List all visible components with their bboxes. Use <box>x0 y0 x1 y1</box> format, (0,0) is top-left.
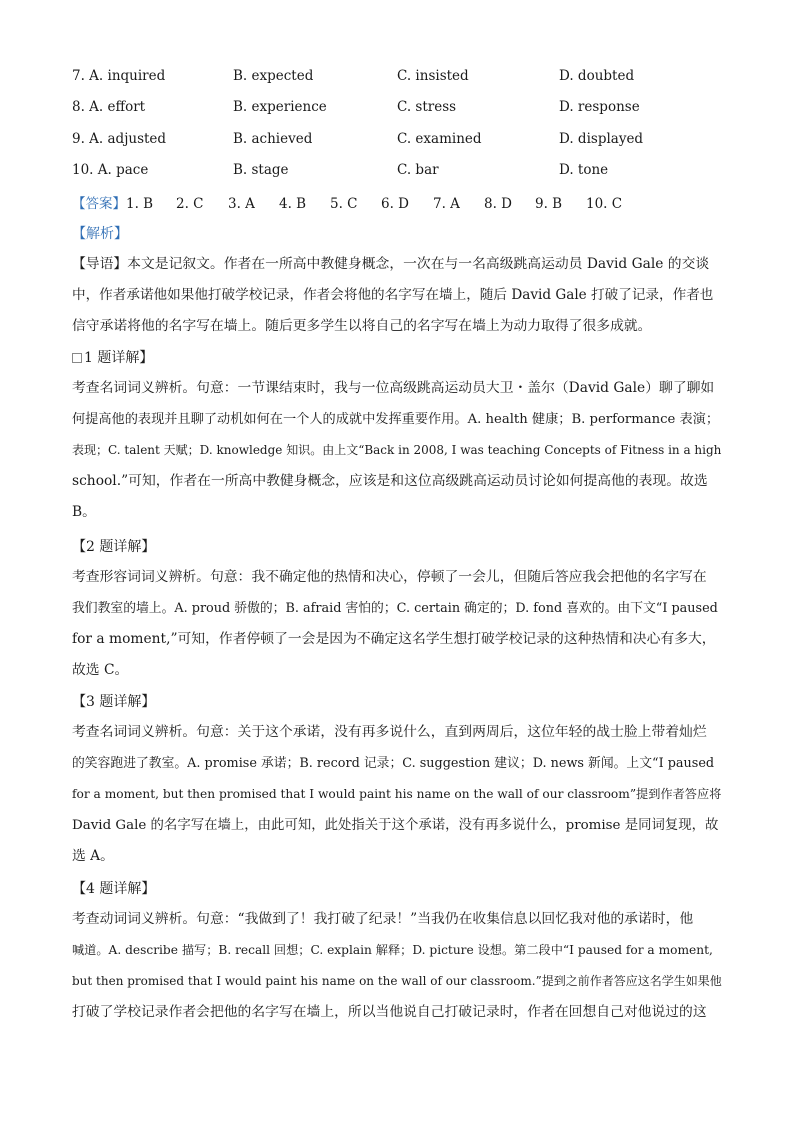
answer-item: 9. B <box>535 196 563 212</box>
option-d: D. doubted <box>559 68 635 84</box>
text-line: for a moment,”可知，作者停顿了一会是因为不确定这名学生想打破学校记录的这种热情和决心有多大， <box>72 631 716 647</box>
option-b: B. stage <box>233 162 289 178</box>
option-b: B. expected <box>233 68 314 84</box>
option-row-8 <box>72 99 732 119</box>
option-d: D. response <box>559 99 640 115</box>
answer-item: 6. D <box>381 196 409 212</box>
option-b: B. experience <box>233 99 327 115</box>
answer-item: 5. C <box>330 196 358 212</box>
q4-paragraph <box>72 904 722 1028</box>
text-line: 考查动词词义辨析。句意：“我做到了！我打破了纪录！”当我仍在收集信息以回忆我对他的承诺时，他 <box>72 911 694 927</box>
text-line: 选 A。 <box>72 848 114 864</box>
answer-item: 7. A <box>433 196 460 212</box>
text-line: but then promised that I would paint his name on the wall of our classroom.”提到之前作者答应这名学生如果他 <box>72 974 722 988</box>
answer-item: 8. D <box>484 196 512 212</box>
answer-item: 2. C <box>176 196 204 212</box>
text-line: 表现；C. talent 天赋；D. knowledge 知识。由上文“Back in 2008, I was teaching Concepts of Fitness in a high <box>72 443 722 457</box>
text-line: 故选 C。 <box>72 662 129 678</box>
option-a: 9. A. adjusted <box>72 131 167 147</box>
q1-heading <box>72 347 153 367</box>
text-line: B。 <box>72 504 96 520</box>
answer-label: 【答案】 <box>72 196 126 212</box>
text-line: school.”可知，作者在一所高中教健身概念，应该是和这位高级跳高运动员讨论如何提高他的表现。故选 <box>72 473 708 489</box>
q1-heading-text: 1 题详解】 <box>84 350 154 366</box>
text-line: 考查名词词义辨析。句意：一节课结束时，我与一位高级跳高运动员大卫・盖尔（David Gale）聊了聊如 <box>72 380 715 396</box>
analysis-label: 【解析】 <box>72 226 128 242</box>
answer-item: 4. B <box>279 196 307 212</box>
text-line: 考查名词词义辨析。句意：关于这个承诺，没有再多说什么，直到两周后，这位年轻的战士脸上带着灿烂 <box>72 724 707 740</box>
text-line: 【导语】本文是记叙文。作者在一所高中教健身概念，一次在与一名高级跳高运动员 David Gale 的交谈 <box>72 256 710 272</box>
q2-paragraph <box>72 562 722 686</box>
option-row-9 <box>72 131 732 151</box>
image-placeholder-icon <box>72 353 82 363</box>
answer-item: 1. B <box>126 196 154 212</box>
q1-paragraph <box>72 373 722 528</box>
text-line: 中，作者承诺他如果他打破学校记录，作者会将他的名字写在墙上，随后 David Gale 打破了记录，作者也 <box>72 287 714 303</box>
option-a: 10. A. pace <box>72 162 149 178</box>
option-a: 8. A. effort <box>72 99 146 115</box>
text-line: 信守承诺将他的名字写在墙上。随后更多学生以将自己的名字写在墙上为动力取得了很多成就。 <box>72 318 652 334</box>
answer-item: 10. C <box>586 196 623 212</box>
text-line: for a moment, but then promised that I would paint his name on the wall of our classroom”提到作者答应将 <box>72 787 722 801</box>
text-line: 喊道。A. describe 描写；B. recall 回想；C. explain 解释；D. picture 设想。第二段中“I paused for a moment, <box>72 943 713 957</box>
option-c: C. insisted <box>397 68 469 84</box>
answer-key <box>72 192 622 212</box>
option-a: 7. A. inquired <box>72 68 166 84</box>
q3-paragraph <box>72 717 722 872</box>
text-line: 何提高他的表现并且聊了动机如何在一个人的成就中发挥重要作用。A. health 健康；B. performance 表演； <box>72 412 720 427</box>
text-line: 我们教室的墙上。A. proud 骄傲的；B. afraid 害怕的；C. certain 确定的；D. fond 喜欢的。由下文“I paused <box>72 601 718 616</box>
option-d: D. tone <box>559 162 609 178</box>
option-row-7 <box>72 68 732 88</box>
text-line: 考查形容词词义辨析。句意：我不确定他的热情和决心，停顿了一会儿，但随后答应我会把他的名字写在 <box>72 569 707 585</box>
option-c: C. stress <box>397 99 457 115</box>
text-line: 的笑容跑进了教室。A. promise 承诺；B. record 记录；C. suggestion 建议；D. news 新闻。上文“I paused <box>72 756 715 771</box>
answer-item: 3. A <box>228 196 255 212</box>
option-c: C. bar <box>397 162 439 178</box>
intro-paragraph <box>72 249 722 342</box>
text-line: 打破了学校记录作者会把他的名字写在墙上，所以当他说自己打破记录时，作者在回想自己对他说过的这 <box>72 1004 707 1020</box>
q4-heading: 【4 题详解】 <box>72 881 156 897</box>
q3-heading: 【3 题详解】 <box>72 694 156 710</box>
option-c: C. examined <box>397 131 482 147</box>
q2-heading: 【2 题详解】 <box>72 539 156 555</box>
text-line: David Gale 的名字写在墙上，由此可知，此处指关于这个承诺，没有再多说什么，promise 是同词复现，故 <box>72 818 719 833</box>
option-b: B. achieved <box>233 131 313 147</box>
option-d: D. displayed <box>559 131 644 147</box>
option-row-10 <box>72 162 732 182</box>
